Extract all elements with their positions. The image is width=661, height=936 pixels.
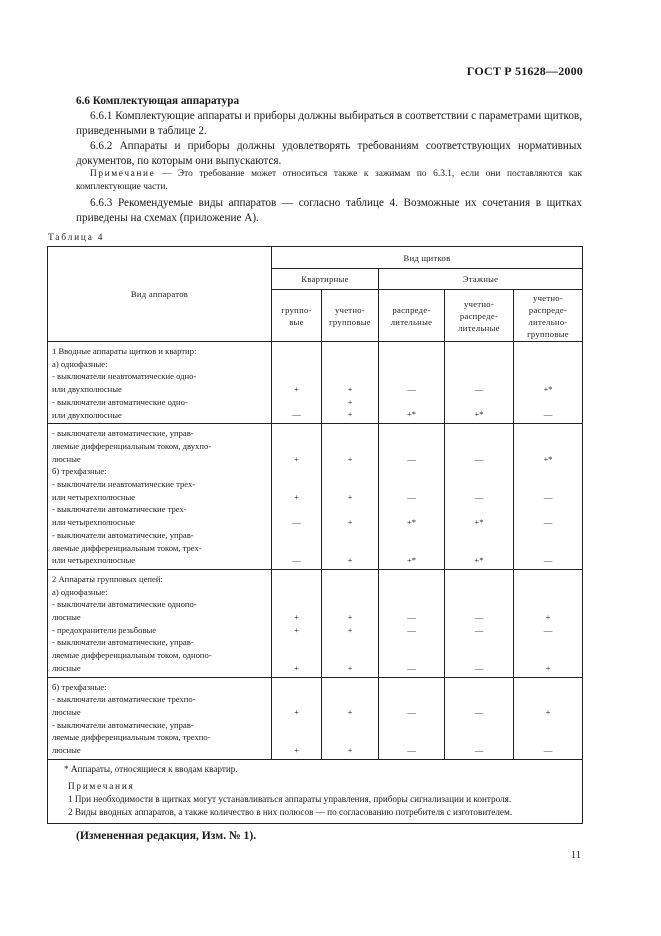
mark-cell: — — [445,677,514,759]
table-row [48,424,583,570]
subheader-metering-distribution: учетно- распреде- лительные [445,290,514,342]
table-row [48,677,583,759]
mark-cell: + + + [272,569,322,677]
mark-cell: — — +* +* [379,424,445,570]
mark-cell: + — + [514,569,583,677]
subheader-distribution: распреде- лительные [379,290,445,342]
header-apartment: Квартирные [272,269,379,290]
paragraph-6-6-3: 6.6.3 Рекомендуемые виды аппаратов — согласно таблице 4. Возможные их сочетания в щитках приведены на схемах (приложение А). [76,197,582,224]
row-description: 1 Вводные аппараты щитков и квартир: а) однофазные: - выключатели неавтоматические одно- или двухполюсные - выключатели автоматические одно- или двухполюсные [48,342,272,424]
apparatus-table [47,246,583,824]
row-description: - выключатели автоматические, управ- ляемые дифференциальным током, двухпо- люсные б) трехфазные: - выключатели неавтоматические трех- или четырехполюсные - выключатели автоматические трех- или четырехполюсные - выключатели автоматические, управ- ляемые дифференциальным током, трех- или четырехполюсные [48,424,272,570]
subheader-group: группо- вые [272,290,322,342]
table-row [48,342,583,424]
mark-cell: + + [272,677,322,759]
table-row [48,569,583,677]
document-code: ГОСТ Р 51628—2000 [466,64,583,78]
mark-cell: — +* [379,342,445,424]
mark-cell: + + + [322,342,379,424]
mark-cell: — — [379,677,445,759]
table-note-2: 2 Виды вводных аппаратов, а также количество в них полюсов — по согласованию потребителя с изготовителем. [68,806,513,817]
row-description: б) трехфазные: - выключатели автоматические трехпо- люсные - выключатели автоматические, управ- ляемые дифференциальным током, трехпо- люсные [48,677,272,759]
paragraph-6-6-1: 6.6.1 Комплектующие аппараты и приборы должны выбираться в соответствии с параметрами щитков, приведенными в таблице 2. [76,110,582,137]
mark-cell: + + + [322,569,379,677]
mark-cell: + + + + [322,424,379,570]
note-paragraph [76,168,582,194]
section-title: 6.6 Комплектующая аппаратура [76,95,240,107]
header-apparatus-type: Вид аппаратов [48,247,272,342]
mark-cell: + — [272,342,322,424]
note-text: — Это требование может относиться также к зажимам по 6.3.1, если они поставляются как комплектующие части. [76,169,582,192]
note-label: Примечание [90,169,156,179]
table-notes [48,759,583,823]
notes-label: Примечания [68,780,135,791]
subheader-metering-group: учетно- групповые [322,290,379,342]
asterisk-footnote: * Аппараты, относящиеся к вводам квартир. [64,763,238,774]
mark-cell: + + [322,677,379,759]
header-floor: Этажные [379,269,583,290]
paragraph-6-6-2: 6.6.2 Аппараты и приборы должны удовлетворять требованиям соответствующих нормативных документов, по которым они выпускаются. [76,140,582,167]
table-note-1: 1 При необходимости в щитках могут устанавливаться аппараты управления, приборы сигнализации и контроля. [68,793,512,804]
mark-cell: — — — [379,569,445,677]
page-number: 11 [570,850,581,861]
table-caption: Таблица 4 [48,233,105,243]
mark-cell: +* — [514,342,583,424]
subheader-metering-distribution-group: учетно- распреде- лительно- групповые [514,290,583,342]
mark-cell: + + — — [272,424,322,570]
revision-note: (Измененная редакция, Изм. № 1). [76,829,257,842]
mark-cell: + — [514,677,583,759]
mark-cell: — — — [445,569,514,677]
mark-cell: +* — — — [514,424,583,570]
mark-cell: — — +* +* [445,424,514,570]
mark-cell: — +* [445,342,514,424]
header-panel-type: Вид щитков [272,247,583,269]
row-description: 2 Аппараты групповых цепей: а) однофазные: - выключатели автоматические однопо- люсные - предохранители резьбовые - выключатели автоматические, управ- ляемые дифференциальным током, однопо- люсные [48,569,272,677]
